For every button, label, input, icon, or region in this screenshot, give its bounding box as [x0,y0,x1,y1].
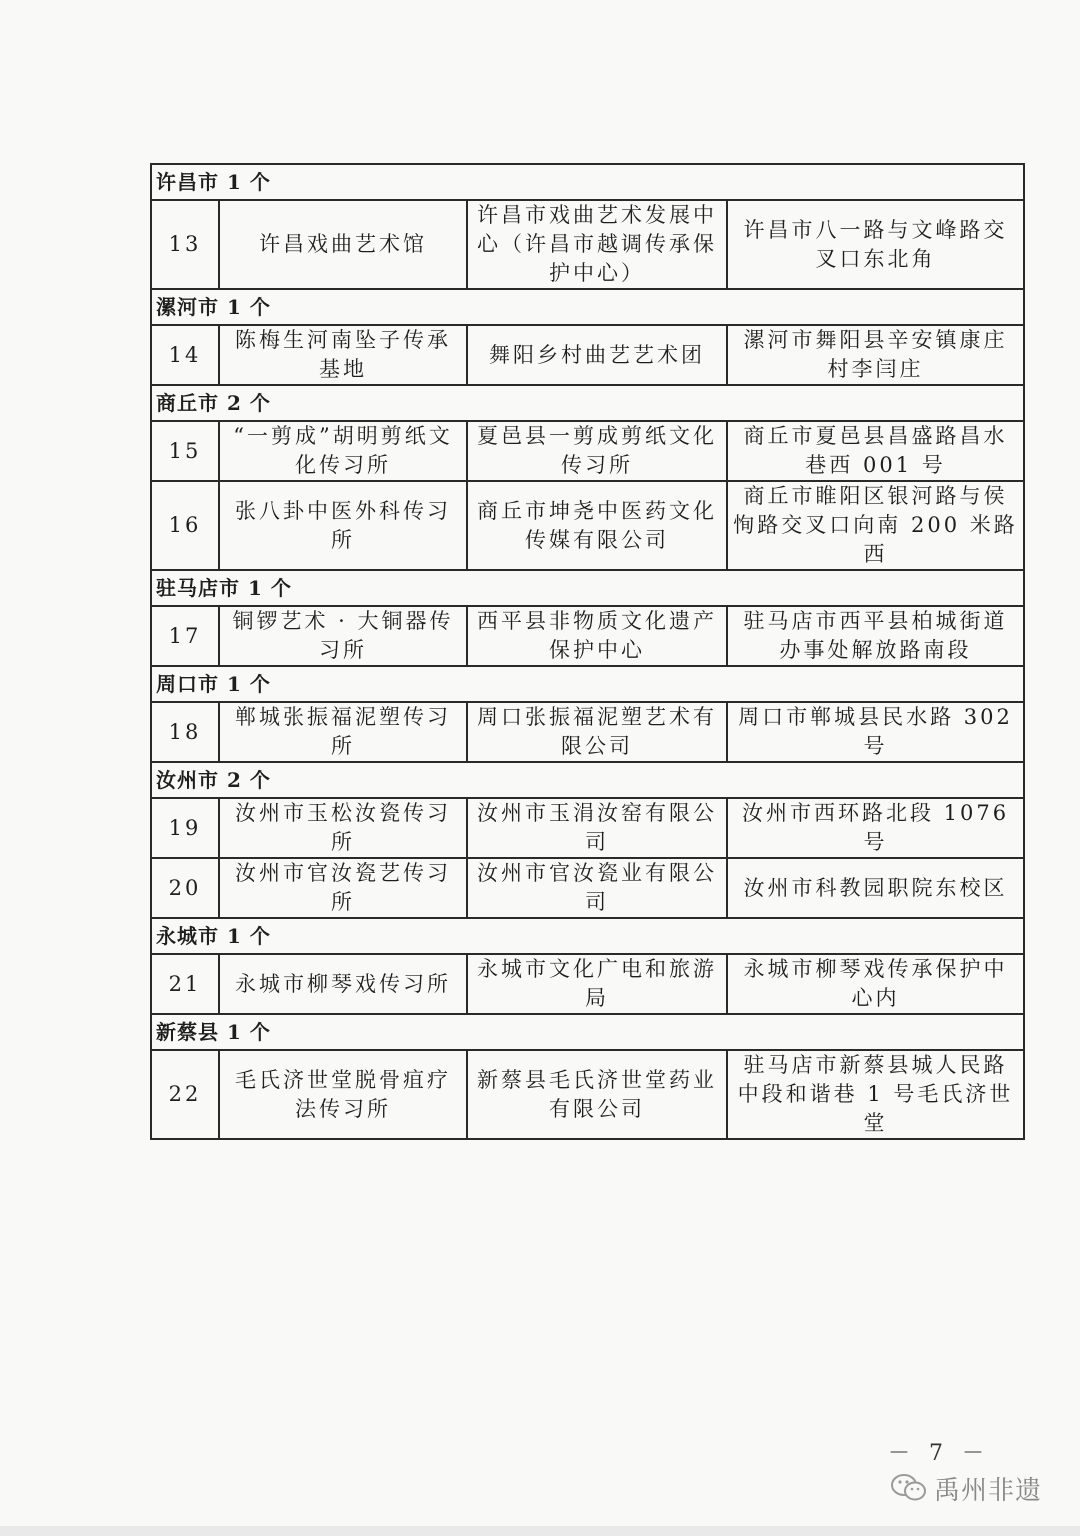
site-name: 陈梅生河南坠子传承基地 [219,325,467,385]
table-row [151,421,1024,481]
table-row [151,481,1024,570]
row-number: 20 [151,858,219,918]
group-title: 漯河市 1 个 [151,289,1024,325]
watermark-text: 禹州非遗 [934,1475,1043,1506]
group-title: 新蔡县 1 个 [151,1014,1024,1050]
site-name: 许昌戏曲艺术馆 [219,200,467,289]
organization-name: 周口张振福泥塑艺术有限公司 [467,702,727,762]
organization-name: 汝州市官汝瓷业有限公司 [467,858,727,918]
group-title: 商丘市 2 个 [151,385,1024,421]
group-title: 驻马店市 1 个 [151,570,1024,606]
organization-name: 商丘市坤尧中医药文化传媒有限公司 [467,481,727,570]
organization-name: 夏邑县一剪成剪纸文化传习所 [467,421,727,481]
address: 驻马店市西平县柏城街道办事处解放路南段 [727,606,1024,666]
organization-name: 西平县非物质文化遗产保护中心 [467,606,727,666]
row-number: 13 [151,200,219,289]
page-bottom-edge [0,1526,1080,1536]
table-row [151,954,1024,1014]
row-number: 16 [151,481,219,570]
site-name: 张八卦中医外科传习所 [219,481,467,570]
heritage-table [150,163,1025,1140]
address: 商丘市夏邑县昌盛路昌水巷西 001 号 [727,421,1024,481]
address: 周口市郸城县民水路 302 号 [727,702,1024,762]
wechat-icon [890,1473,928,1503]
group-row [151,570,1024,606]
group-title: 永城市 1 个 [151,918,1024,954]
group-row [151,385,1024,421]
organization-name: 汝州市玉涓汝窑有限公司 [467,798,727,858]
table-body [151,164,1024,1139]
row-number: 15 [151,421,219,481]
group-title: 汝州市 2 个 [151,762,1024,798]
organization-name: 许昌市戏曲艺术发展中心（许昌市越调传承保护中心） [467,200,727,289]
table-row [151,200,1024,289]
group-title: 周口市 1 个 [151,666,1024,702]
table-row [151,858,1024,918]
site-name: 汝州市玉松汝瓷传习所 [219,798,467,858]
site-name: “一剪成”胡明剪纸文化传习所 [219,421,467,481]
organization-name: 永城市文化广电和旅游局 [467,954,727,1014]
site-name: 铜锣艺术 · 大铜器传习所 [219,606,467,666]
page-number: － 7 － [888,1441,990,1466]
organization-name: 舞阳乡村曲艺艺术团 [467,325,727,385]
row-number: 14 [151,325,219,385]
address: 许昌市八一路与文峰路交叉口东北角 [727,200,1024,289]
row-number: 19 [151,798,219,858]
table-row [151,325,1024,385]
group-row [151,762,1024,798]
group-row [151,1014,1024,1050]
site-name: 郸城张振福泥塑传习所 [219,702,467,762]
watermark [890,1470,1042,1506]
table-row [151,606,1024,666]
site-name: 汝州市官汝瓷艺传习所 [219,858,467,918]
site-name: 永城市柳琴戏传习所 [219,954,467,1014]
group-title: 许昌市 1 个 [151,164,1024,200]
row-number: 22 [151,1050,219,1139]
row-number: 21 [151,954,219,1014]
address: 漯河市舞阳县辛安镇康庄村李闫庄 [727,325,1024,385]
group-row [151,666,1024,702]
row-number: 18 [151,702,219,762]
group-row [151,918,1024,954]
group-row [151,289,1024,325]
table-row [151,702,1024,762]
address: 永城市柳琴戏传承保护中心内 [727,954,1024,1014]
address: 汝州市科教园职院东校区 [727,858,1024,918]
table-row [151,1050,1024,1139]
address: 汝州市西环路北段 1076 号 [727,798,1024,858]
table-row [151,798,1024,858]
row-number: 17 [151,606,219,666]
address: 商丘市睢阳区银河路与侯恂路交叉口向南 200 米路西 [727,481,1024,570]
organization-name: 新蔡县毛氏济世堂药业有限公司 [467,1050,727,1139]
site-name: 毛氏济世堂脱骨疽疗法传习所 [219,1050,467,1139]
group-row [151,164,1024,200]
address: 驻马店市新蔡县城人民路中段和谐巷 1 号毛氏济世堂 [727,1050,1024,1139]
